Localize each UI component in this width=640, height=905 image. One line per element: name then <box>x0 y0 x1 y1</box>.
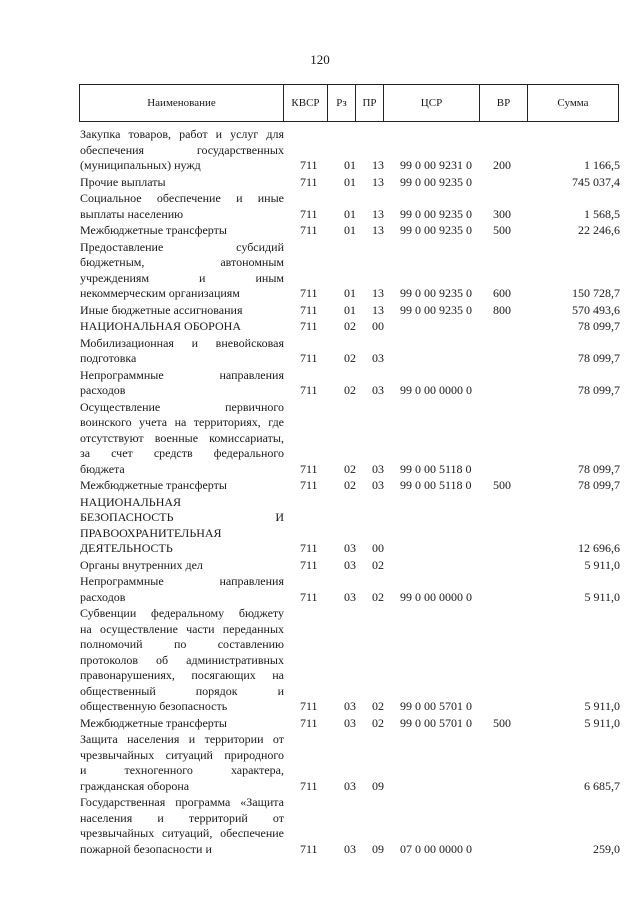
row-name <box>80 368 284 399</box>
row-name-line: Межбюджетные трансферты <box>80 223 227 237</box>
row-rz: 01 <box>344 286 356 300</box>
row-name-line: Прочие выплаты <box>80 174 166 189</box>
row-sum: 745 037,4 <box>572 174 620 189</box>
row-pr: 13 <box>372 223 384 237</box>
row-name-line: расходов <box>80 589 126 604</box>
row-name <box>80 558 284 574</box>
row-name-line: выплаты населению <box>80 206 184 221</box>
row-pr: 03 <box>372 461 384 476</box>
table-row <box>80 240 620 302</box>
row-csr: 99 0 00 9235 0 <box>400 302 472 317</box>
row-name-line: Мобилизационная и вневойсковая <box>80 335 284 350</box>
table-row <box>80 223 620 239</box>
row-sum: 78 099,7 <box>578 478 620 492</box>
row-sum: 78 099,7 <box>578 461 620 476</box>
row-csr: 99 0 00 0000 0 <box>400 589 472 604</box>
row-pr: 09 <box>372 778 384 793</box>
row-kvsr: 711 <box>300 174 318 189</box>
row-name <box>80 223 284 239</box>
table-row <box>80 336 620 367</box>
row-name-line: Непрограммные направления <box>80 367 284 382</box>
table-header <box>79 84 619 122</box>
row-name-line: Государственная программа «Защита <box>80 795 284 809</box>
row-kvsr: 711 <box>300 478 318 492</box>
row-kvsr: 711 <box>300 383 318 397</box>
row-sum: 78 099,7 <box>578 351 620 365</box>
table-row <box>80 558 620 574</box>
row-name-line: за счет средств федерального <box>80 446 284 460</box>
row-vr: 500 <box>493 223 511 237</box>
row-name <box>80 574 284 605</box>
row-name-line: Межбюджетные трансферты <box>80 478 227 492</box>
header-kvsr: КВСР <box>283 85 327 121</box>
row-name-line: бюджетным, автономным <box>80 255 284 269</box>
row-rz: 02 <box>344 383 356 397</box>
row-vr: 500 <box>493 715 511 730</box>
page-number: 120 <box>310 52 330 67</box>
row-pr: 02 <box>372 557 384 572</box>
row-pr: 02 <box>372 699 384 713</box>
row-name-line: чрезвычайных ситуаций природного <box>80 747 284 762</box>
header-vr: ВР <box>479 85 527 121</box>
row-name-line: Закупка товаров, работ и услуг для <box>80 127 284 141</box>
row-name <box>80 795 284 857</box>
table-row <box>80 574 620 605</box>
row-kvsr: 711 <box>300 319 318 333</box>
row-name-line: общественную безопасность <box>80 699 228 713</box>
row-name <box>80 240 284 302</box>
row-pr: 00 <box>372 541 384 555</box>
header-pr: ПР <box>355 85 383 121</box>
header-csr: ЦСР <box>383 85 479 121</box>
row-rz: 01 <box>344 223 356 237</box>
table-row <box>80 478 620 494</box>
row-rz: 01 <box>344 158 356 172</box>
table-row <box>80 319 620 335</box>
row-name-line: Осуществление первичного <box>80 399 284 414</box>
row-pr: 13 <box>372 206 384 221</box>
row-rz: 02 <box>344 319 356 333</box>
row-kvsr: 711 <box>300 557 318 572</box>
row-name <box>80 478 284 494</box>
row-sum: 5 911,0 <box>584 699 620 713</box>
row-name-line: отсутствуют военные комиссариаты, <box>80 430 284 445</box>
table-row <box>80 732 620 794</box>
row-csr: 99 0 00 5118 0 <box>400 478 472 492</box>
row-kvsr: 711 <box>300 778 318 793</box>
row-rz: 01 <box>344 174 356 189</box>
table-row <box>80 795 620 857</box>
row-pr: 03 <box>372 478 384 492</box>
row-kvsr: 711 <box>300 223 318 237</box>
row-pr: 09 <box>372 841 384 856</box>
row-sum: 6 685,7 <box>584 778 620 793</box>
row-rz: 03 <box>344 557 356 572</box>
row-sum: 78 099,7 <box>578 319 620 333</box>
row-name-line: НАЦИОНАЛЬНАЯ <box>80 494 182 509</box>
row-pr: 00 <box>372 319 384 333</box>
row-kvsr: 711 <box>300 461 318 476</box>
row-rz: 03 <box>344 699 356 713</box>
row-sum: 570 493,6 <box>572 302 620 317</box>
row-name <box>80 127 284 174</box>
row-csr: 99 0 00 0000 0 <box>400 383 472 397</box>
row-name-line: Предоставление субсидий <box>80 239 284 254</box>
row-sum: 150 728,7 <box>572 286 620 300</box>
row-kvsr: 711 <box>300 589 318 604</box>
table-row <box>80 127 620 174</box>
row-pr: 02 <box>372 589 384 604</box>
row-vr: 800 <box>493 302 511 317</box>
row-name-line: БЕЗОПАСНОСТЬ И <box>80 510 284 524</box>
row-csr: 99 0 00 5701 0 <box>400 715 472 730</box>
row-name <box>80 716 284 732</box>
row-kvsr: 711 <box>300 541 318 555</box>
row-sum: 12 696,6 <box>578 541 620 555</box>
row-rz: 03 <box>344 715 356 730</box>
row-name-line: протоколов об административных <box>80 652 284 667</box>
table-row <box>80 400 620 478</box>
row-rz: 03 <box>344 589 356 604</box>
row-name <box>80 303 284 319</box>
row-name <box>80 606 284 715</box>
row-name-line: Субвенции федеральному бюджету <box>80 606 284 620</box>
row-name-line: ПРАВООХРАНИТЕЛЬНАЯ <box>80 525 222 540</box>
row-kvsr: 711 <box>300 158 318 172</box>
row-kvsr: 711 <box>300 206 318 221</box>
row-name <box>80 400 284 478</box>
row-name-line: Социальное обеспечение и иные <box>80 191 284 205</box>
row-name-line: воинского учета на территориях, где <box>80 415 284 429</box>
row-name-line: расходов <box>80 383 126 397</box>
row-kvsr: 711 <box>300 841 318 856</box>
row-sum: 1 568,5 <box>584 206 620 221</box>
row-csr: 99 0 00 9235 0 <box>400 174 472 189</box>
row-name-line: гражданская оборона <box>80 778 190 793</box>
row-csr: 99 0 00 9235 0 <box>400 223 472 237</box>
row-rz: 03 <box>344 778 356 793</box>
row-name-line: Межбюджетные трансферты <box>80 715 227 730</box>
row-rz: 02 <box>344 351 356 365</box>
row-kvsr: 711 <box>300 351 318 365</box>
row-sum: 1 166,5 <box>584 158 620 172</box>
row-csr: 99 0 00 9235 0 <box>400 286 472 300</box>
row-pr: 02 <box>372 715 384 730</box>
row-pr: 13 <box>372 302 384 317</box>
row-name-line: полномочий по составлению <box>80 637 284 651</box>
row-sum: 78 099,7 <box>578 383 620 397</box>
row-name-line: некоммерческим организациям <box>80 286 240 300</box>
row-name-line: населения и территорий от <box>80 810 284 825</box>
table-row <box>80 175 620 191</box>
row-rz: 01 <box>344 206 356 221</box>
table-row <box>80 716 620 732</box>
row-sum: 22 246,6 <box>578 223 620 237</box>
row-kvsr: 711 <box>300 715 318 730</box>
row-name-line: учреждениям и иным <box>80 270 284 285</box>
row-rz: 02 <box>344 478 356 492</box>
row-name-line: и техногенного характера, <box>80 763 284 777</box>
row-rz: 03 <box>344 541 356 555</box>
row-rz: 03 <box>344 841 356 856</box>
row-name-line: на осуществление части переданных <box>80 621 284 636</box>
row-pr: 03 <box>372 351 384 365</box>
row-sum: 5 911,0 <box>584 715 620 730</box>
row-name-line: общественный порядок и <box>80 683 284 698</box>
row-name-line: Защита населения и территории от <box>80 732 284 746</box>
row-name <box>80 319 284 335</box>
row-rz: 01 <box>344 302 356 317</box>
row-name-line: пожарной безопасности и <box>80 841 212 856</box>
row-name <box>80 191 284 222</box>
row-csr: 99 0 00 5118 0 <box>400 461 472 476</box>
row-pr: 13 <box>372 286 384 300</box>
table-row <box>80 495 620 557</box>
row-name-line: Органы внутренних дел <box>80 557 203 572</box>
row-csr: 07 0 00 0000 0 <box>400 841 472 856</box>
row-csr: 99 0 00 5701 0 <box>400 699 472 713</box>
row-name-line: бюджета <box>80 461 125 476</box>
row-vr: 300 <box>493 206 511 221</box>
row-name <box>80 336 284 367</box>
header-rz: Рз <box>327 85 355 121</box>
row-vr: 200 <box>493 158 511 172</box>
row-sum: 5 911,0 <box>584 557 620 572</box>
table-row <box>80 606 620 715</box>
row-name-line: подготовка <box>80 351 137 365</box>
row-name-line: правонарушениях, посягающих на <box>80 668 284 682</box>
row-name-line: НАЦИОНАЛЬНАЯ ОБОРОНА <box>80 319 241 333</box>
row-sum: 259,0 <box>593 841 620 856</box>
row-csr: 99 0 00 9231 0 <box>400 158 472 172</box>
row-kvsr: 711 <box>300 286 318 300</box>
row-sum: 5 911,0 <box>584 589 620 604</box>
row-name-line: обеспечения государственных <box>80 142 284 157</box>
row-name-line: Непрограммные направления <box>80 574 284 588</box>
table-row <box>80 191 620 222</box>
table-row <box>80 303 620 319</box>
row-rz: 02 <box>344 461 356 476</box>
header-sum: Сумма <box>527 85 618 121</box>
row-vr: 600 <box>493 286 511 300</box>
row-name-line: ДЕЯТЕЛЬНОСТЬ <box>80 541 173 555</box>
row-pr: 13 <box>372 174 384 189</box>
row-pr: 13 <box>372 158 384 172</box>
header-name: Наименование <box>147 97 216 109</box>
row-kvsr: 711 <box>300 302 318 317</box>
row-vr: 500 <box>493 478 511 492</box>
row-name <box>80 175 284 191</box>
table-row <box>80 368 620 399</box>
row-kvsr: 711 <box>300 699 318 713</box>
row-csr: 99 0 00 9235 0 <box>400 206 472 221</box>
row-name <box>80 732 284 794</box>
row-name-line: (муниципальных) нужд <box>80 158 201 172</box>
row-pr: 03 <box>372 383 384 397</box>
row-name-line: чрезвычайных ситуаций, обеспечение <box>80 826 284 840</box>
row-name-line: Иные бюджетные ассигнования <box>80 302 243 317</box>
row-name <box>80 495 284 557</box>
